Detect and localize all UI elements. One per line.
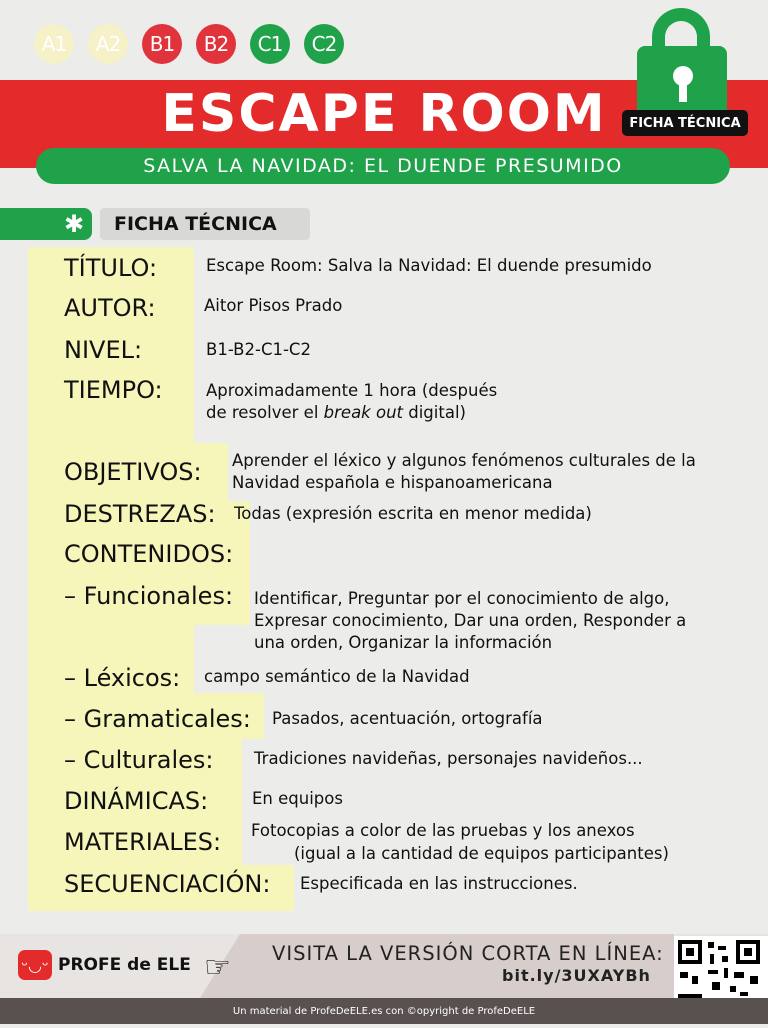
- level-b1-badge: B1: [142, 24, 182, 64]
- objetivos-value-line2: Navidad española e hispanoamericana: [232, 473, 553, 492]
- destrezas-label: DESTREZAS:: [64, 500, 216, 528]
- subtitle-bar: [36, 148, 730, 184]
- profedeele-logo-icon: ᵕ◡ᵕ: [18, 950, 52, 980]
- level-b2-badge: B2: [196, 24, 236, 64]
- lexicos-value: campo semántico de la Navidad: [204, 667, 470, 686]
- materiales-value-line2: (igual a la cantidad de equipos participantes): [294, 844, 669, 863]
- section-heading: FICHA TÉCNICA: [114, 213, 277, 235]
- level-c1-badge: C1: [250, 24, 290, 64]
- dinamicas-label: DINÁMICAS:: [64, 787, 209, 815]
- dinamicas-value: En equipos: [252, 789, 343, 808]
- titulo-value: Escape Room: Salva la Navidad: El duende presumido: [206, 256, 652, 275]
- pointing-hand-icon: ☞: [204, 950, 231, 985]
- funcionales-value-line2: Expresar conocimiento, Dar una orden, Responder a: [254, 611, 687, 630]
- secuenciacion-value: Especificada en las instrucciones.: [300, 874, 578, 893]
- copyright-bar: [0, 998, 768, 1024]
- autor-value: Aitor Pisos Prado: [204, 296, 343, 315]
- culturales-label: – Culturales:: [64, 746, 214, 774]
- nivel-value: B1-B2-C1-C2: [206, 340, 311, 359]
- visit-online-text: VISITA LA VERSIÓN CORTA EN LÍNEA:: [272, 942, 664, 965]
- gramaticales-label: – Gramaticales:: [64, 705, 251, 733]
- autor-label: AUTOR:: [64, 294, 156, 322]
- funcionales-value-line1: Identificar, Preguntar por el conocimiento de algo,: [254, 589, 670, 608]
- titulo-label: TÍTULO:: [64, 254, 158, 282]
- ficha-tecnica-tag: FICHA TÉCNICA: [622, 110, 748, 136]
- level-a1-badge: A1: [34, 24, 74, 64]
- short-link[interactable]: bit.ly/3UXAYBh: [502, 966, 651, 985]
- tiempo-text: digital): [403, 403, 466, 422]
- tiempo-value-line2: [206, 402, 466, 424]
- keyhole-slot: [679, 80, 687, 102]
- materiales-value-line1: Fotocopias a color de las pruebas y los anexos: [251, 821, 635, 840]
- copyright-text: Un material de ProfeDeELE.es con ©opyright de ProfeDeELE: [232, 1005, 536, 1017]
- culturales-value: Tradiciones navideñas, personajes navideños...: [254, 749, 643, 768]
- objetivos-label: OBJETIVOS:: [64, 458, 202, 486]
- level-a2-badge: A2: [88, 24, 128, 64]
- lexicos-label: – Léxicos:: [64, 664, 181, 692]
- level-c2-badge: C2: [304, 24, 344, 64]
- tiempo-label: TIEMPO:: [64, 376, 163, 404]
- materiales-label: MATERIALES:: [64, 828, 222, 856]
- page-subtitle: SALVA LA NAVIDAD: EL DUENDE PRESUMIDO: [143, 155, 623, 177]
- profedeele-logo-text: PROFE de ELE: [58, 955, 191, 975]
- objetivos-value-line1: Aprender el léxico y algunos fenómenos culturales de la: [232, 451, 696, 470]
- funcionales-label: – Funcionales:: [64, 582, 234, 610]
- tiempo-value-line1: Aproximadamente 1 hora (después: [206, 381, 498, 400]
- contenidos-label: CONTENIDOS:: [64, 540, 234, 568]
- funcionales-value-line3: una orden, Organizar la información: [254, 633, 553, 652]
- nivel-label: NIVEL:: [64, 336, 143, 364]
- asterisk-icon: ✱: [64, 210, 85, 238]
- secuenciacion-label: SECUENCIACIÓN:: [64, 870, 271, 898]
- destrezas-value: Todas (expresión escrita en menor medida): [234, 504, 592, 523]
- page-title: ESCAPE ROOM: [161, 84, 607, 144]
- gramaticales-value: Pasados, acentuación, ortografía: [272, 709, 543, 728]
- tiempo-text: de resolver el: [206, 403, 324, 422]
- break-out-text: break out: [323, 403, 403, 422]
